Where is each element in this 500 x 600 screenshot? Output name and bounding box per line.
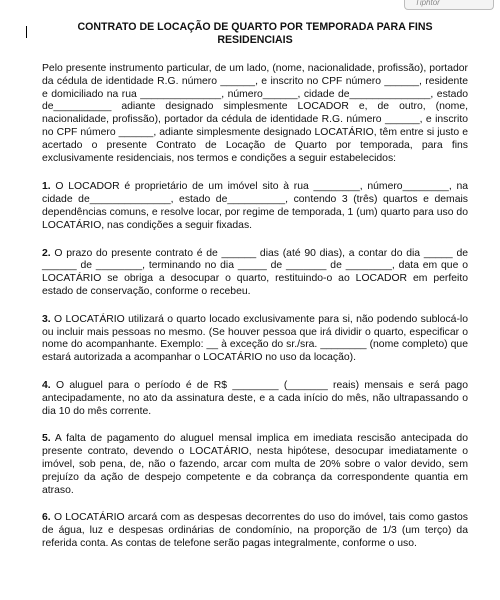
clause-text: O LOCATÁRIO utilizará o quarto locado exclusivamente para si, não podendo sublocá-lo ou incluir mais pessoas no mesmo. (Se houver pessoa que irá dividir o quarto, especificar o nome do acompanhante. Exemplo: __ à exceção do sr./sra. ________ (nome completo) que estará autorizada a acompanhar o LOCATÁRIO no uso da locação). <box>42 313 468 364</box>
document-page <box>42 21 468 566</box>
clause-1 <box>42 181 468 232</box>
clause-6 <box>42 512 468 550</box>
intro-paragraph: Pelo presente instrumento particular, de um lado, (nome, nacionalidade, profissão), portador da cédula de identidade R.G. número ______, e inscrito no CPF número ______, residente e domiciliado na rua ______________, número______, cidade de______________, estado de__________ adiante designado simplesmente LOCADOR e, de outro, (nome, nacionalidade, profissão), portador da cédula de identidade R.G. número ______, e inscrito no CPF número ______, adiante simplesmente designado LOCATÁRIO, têm entre si justo e acertado o presente Contrato de Locação de Quarto por temporada, para fins exclusivamente residenciais, nos termos e condições a seguir estabelecidos: <box>42 63 468 164</box>
clause-number: 1. <box>42 181 51 193</box>
clause-text: A falta de pagamento do aluguel mensal implica em imediata rescisão antecipada do presente contrato, devendo o LOCATÁRIO, nesta hipótese, desocupar imediatamente o imóvel, sob pena, de, não o fazendo, arcar com multa de 20% sobre o valor devido, sem prejuízo da ação de despejo competente e da cobrança da correspondente quantia em atraso. <box>42 433 468 496</box>
clause-text: O aluguel para o período é de R$ ________ (_______ reais) mensais e será pago antecipadamente, no ato da assinatura deste, e a cada início do mês, não ultrapassando o dia 10 do mês corrente. <box>42 379 468 417</box>
clause-number: 3. <box>42 313 51 325</box>
clause-number: 5. <box>42 433 51 445</box>
clause-number: 6. <box>42 512 51 524</box>
clause-text: O LOCADOR é proprietário de um imóvel sito à rua ________, número________, na cidade de______________, estado de__________, contendo 3 (três) quartos e demais dependências comuns, e resolve locar, por regime de temporada, 1 (um) quarto para uso do LOCATÁRIO, nas condições a seguir fixadas. <box>42 181 468 231</box>
clause-number: 4. <box>42 379 51 391</box>
clause-3 <box>42 314 468 365</box>
tab-label: Tiphtor <box>415 0 440 7</box>
clause-text: O LOCATÁRIO arcará com as despesas decorrentes do uso do imóvel, tais como gastos de água, luz e despesas ordinárias de condomínio, na proporção de 1/3 (um terço) da referida conta. As contas de telefone serão pagas integralmente, conforme o uso. <box>42 512 469 549</box>
clause-number: 2. <box>42 247 51 259</box>
document-preview-tab[interactable] <box>404 0 494 10</box>
clause-text: O prazo do presente contrato é de ______ dias (até 90 dias), a contar do dia _____ de ______ de ________, terminando no dia _____ de _______ de ________, data em que o LOCATÁRIO se obriga a desocupar o quarto, restituindo-o ao LOCADOR em perfeito estado de conservação, conforme o recebeu. <box>42 247 469 297</box>
document-title: CONTRATO DE LOCAÇÃO DE QUARTO POR TEMPORADA PARA FINS RESIDENCIAIS <box>77 21 433 46</box>
clause-4 <box>42 380 468 418</box>
text-cursor <box>26 26 27 38</box>
clause-2 <box>42 248 468 299</box>
clause-5 <box>42 433 468 497</box>
